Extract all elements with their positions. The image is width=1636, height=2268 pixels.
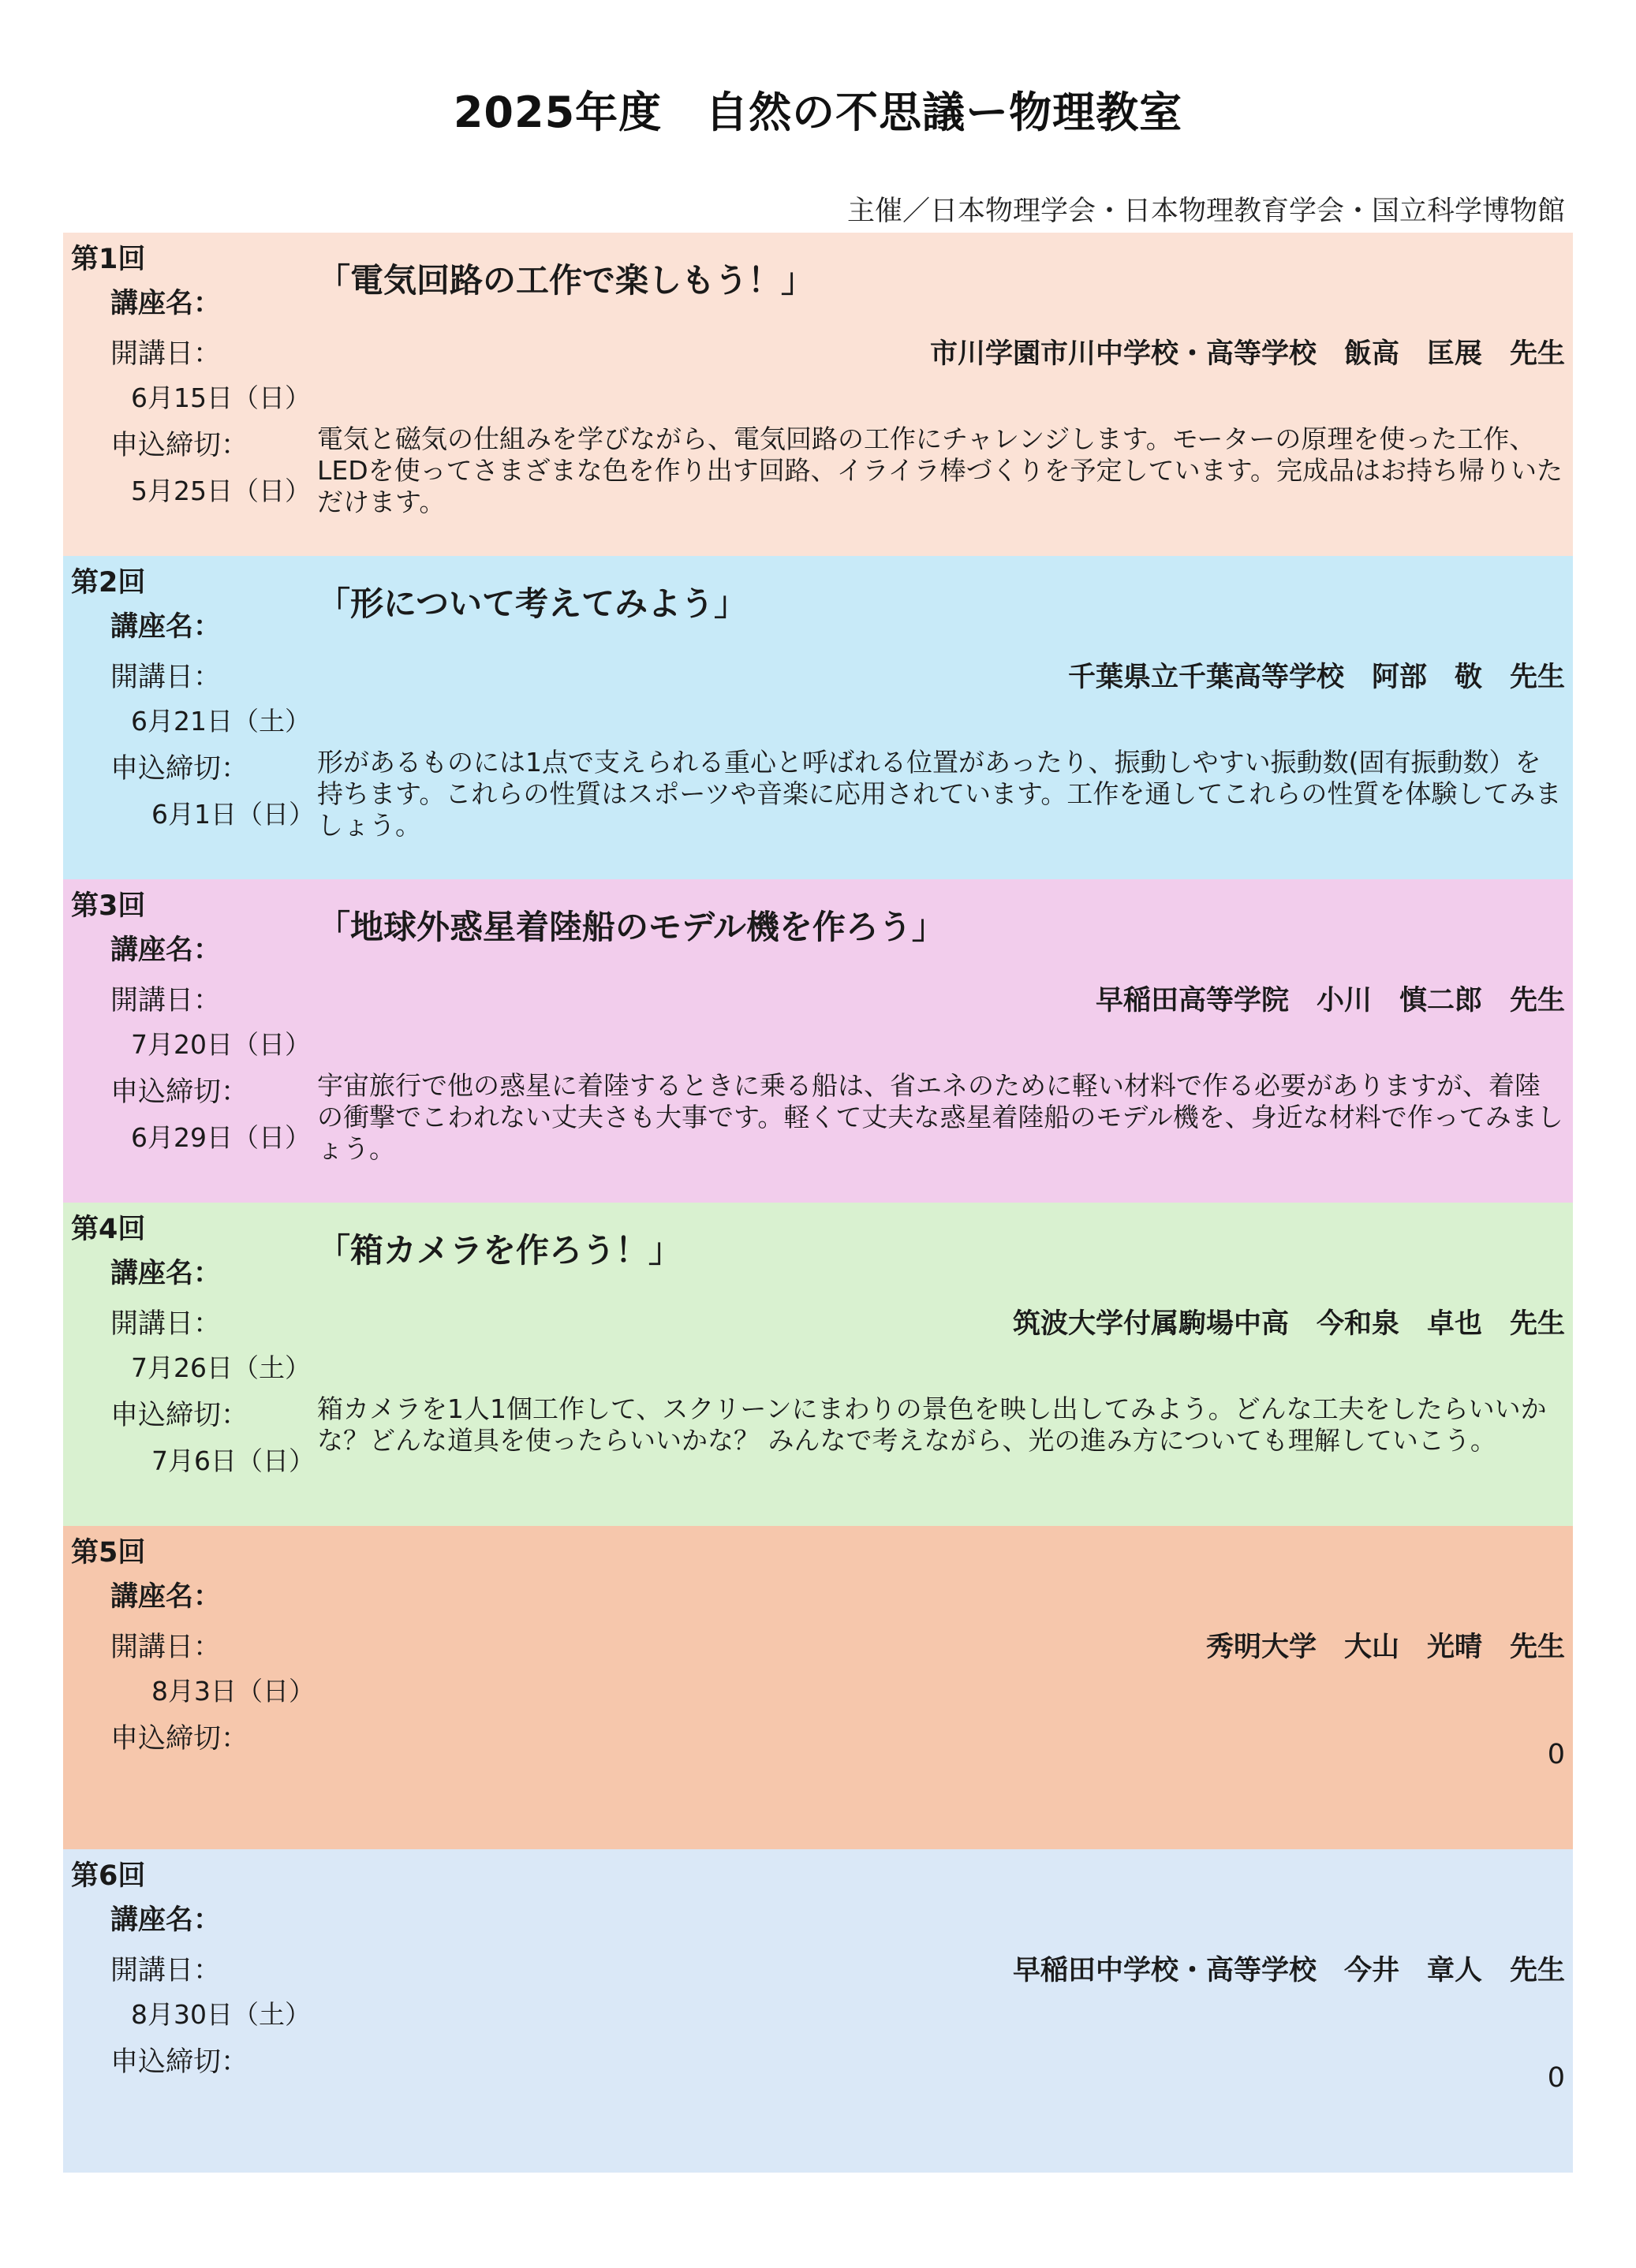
session-description: 電気と磁気の仕組みを学びながら、電気回路の工作にチャレンジします。モーターの原理を使った工作、LEDを使ってさまざまな色を作り出す回路、イライラ棒づくりを予定しています。完成品はお持ち帰りいただけます。 xyxy=(317,423,1563,517)
deadline-label: 申込締切： xyxy=(110,430,249,461)
session-date: 6月21日（土） xyxy=(131,706,311,737)
lecturer: 早稲田高等学院 小川 慎二郎 先生 xyxy=(1095,985,1565,1016)
session-title: 「電気回路の工作で楽しもう！」 xyxy=(317,261,815,300)
session-title: 「箱カメラを作ろう！」 xyxy=(317,1231,682,1270)
session-number: 第4回 xyxy=(71,1214,146,1245)
session-date: 6月15日（日） xyxy=(131,382,311,413)
lecturer: 秀明大学 大山 光晴 先生 xyxy=(1205,1632,1565,1663)
session-description: 宇宙旅行で他の惑星に着陸するときに乗る船は、省エネのために軽い材料で作る必要がありますが、着陸の衝撃でこわれない丈夫さも大事です。軽くて丈夫な惑星着陸船のモデル機を、身近な材料で作ってみましょう。 xyxy=(317,1070,1563,1164)
session-number: 第2回 xyxy=(71,567,146,599)
session-date: 7月26日（土） xyxy=(131,1352,311,1383)
session-deadline: 6月1日（日） xyxy=(151,799,315,830)
session-date: 7月20日（日） xyxy=(131,1029,311,1060)
session-2 xyxy=(63,556,1573,879)
session-deadline: 7月6日（日） xyxy=(151,1445,315,1476)
session-3 xyxy=(63,879,1573,1203)
date-label: 開講日： xyxy=(110,1955,222,1986)
deadline-label: 申込締切： xyxy=(110,1076,249,1108)
session-title: 「地球外惑星着陸船のモデル機を作ろう」 xyxy=(317,908,945,946)
date-label: 開講日： xyxy=(110,985,222,1016)
date-label: 開講日： xyxy=(110,1632,222,1663)
session-5 xyxy=(63,1526,1573,1849)
session-deadline: 6月29日（日） xyxy=(131,1122,311,1153)
session-1 xyxy=(63,233,1573,556)
session-number: 第6回 xyxy=(71,1860,146,1892)
session-date: 8月3日（日） xyxy=(151,1676,315,1707)
lecturer: 市川学園市川中学校・高等学校 飯高 匡展 先生 xyxy=(929,338,1565,370)
lecturer: 筑波大学付属駒場中高 今和泉 卓也 先生 xyxy=(1012,1308,1565,1340)
placeholder-mark: 0 xyxy=(1547,2062,1565,2094)
deadline-label: 申込締切： xyxy=(110,2046,249,2078)
session-4 xyxy=(63,1203,1573,1526)
session-description: 箱カメラを1人1個工作して、スクリーンにまわりの景色を映し出してみよう。どんな工夫をしたらいいかな？どんな道具を使ったらいいかな？ みんなで考えながら、光の進み方についても理解していこう。 xyxy=(317,1393,1547,1456)
session-number: 第1回 xyxy=(71,244,146,275)
deadline-label: 申込締切： xyxy=(110,1723,249,1755)
session-deadline: 5月25日（日） xyxy=(131,476,311,506)
deadline-label: 申込締切： xyxy=(110,1400,249,1431)
lecture-name-label: 講座名： xyxy=(110,611,222,643)
session-description: 形があるものには1点で支えられる重心と呼ばれる位置があったり、振動しやすい振動数(固有振動数）を持ちます。これらの性質はスポーツや音楽に応用されています。工作を通してこれらの性質を体験してみましょう。 xyxy=(317,747,1562,841)
date-label: 開講日： xyxy=(110,338,222,370)
page-title: 2025年度 自然の不思議ー物理教室 xyxy=(453,88,1183,137)
lecture-name-label: 講座名： xyxy=(110,1258,222,1289)
organizer-line: 主催／日本物理学会・日本物理教育学会・国立科学博物館 xyxy=(846,196,1565,227)
lecturer: 千葉県立千葉高等学校 阿部 敬 先生 xyxy=(1067,662,1565,693)
lecture-name-label: 講座名： xyxy=(110,288,222,319)
lecturer: 早稲田中学校・高等学校 今井 章人 先生 xyxy=(1012,1955,1565,1986)
session-6 xyxy=(63,1849,1573,2173)
session-date: 8月30日（土） xyxy=(131,1999,311,2030)
date-label: 開講日： xyxy=(110,1308,222,1340)
placeholder-mark: 0 xyxy=(1547,1739,1565,1770)
date-label: 開講日： xyxy=(110,662,222,693)
session-title: 「形について考えてみよう」 xyxy=(317,584,748,623)
lecture-name-label: 講座名： xyxy=(110,1904,222,1936)
deadline-label: 申込締切： xyxy=(110,753,249,785)
lecture-name-label: 講座名： xyxy=(110,1581,222,1613)
lecture-name-label: 講座名： xyxy=(110,934,222,966)
session-number: 第5回 xyxy=(71,1537,146,1569)
session-number: 第3回 xyxy=(71,890,146,922)
